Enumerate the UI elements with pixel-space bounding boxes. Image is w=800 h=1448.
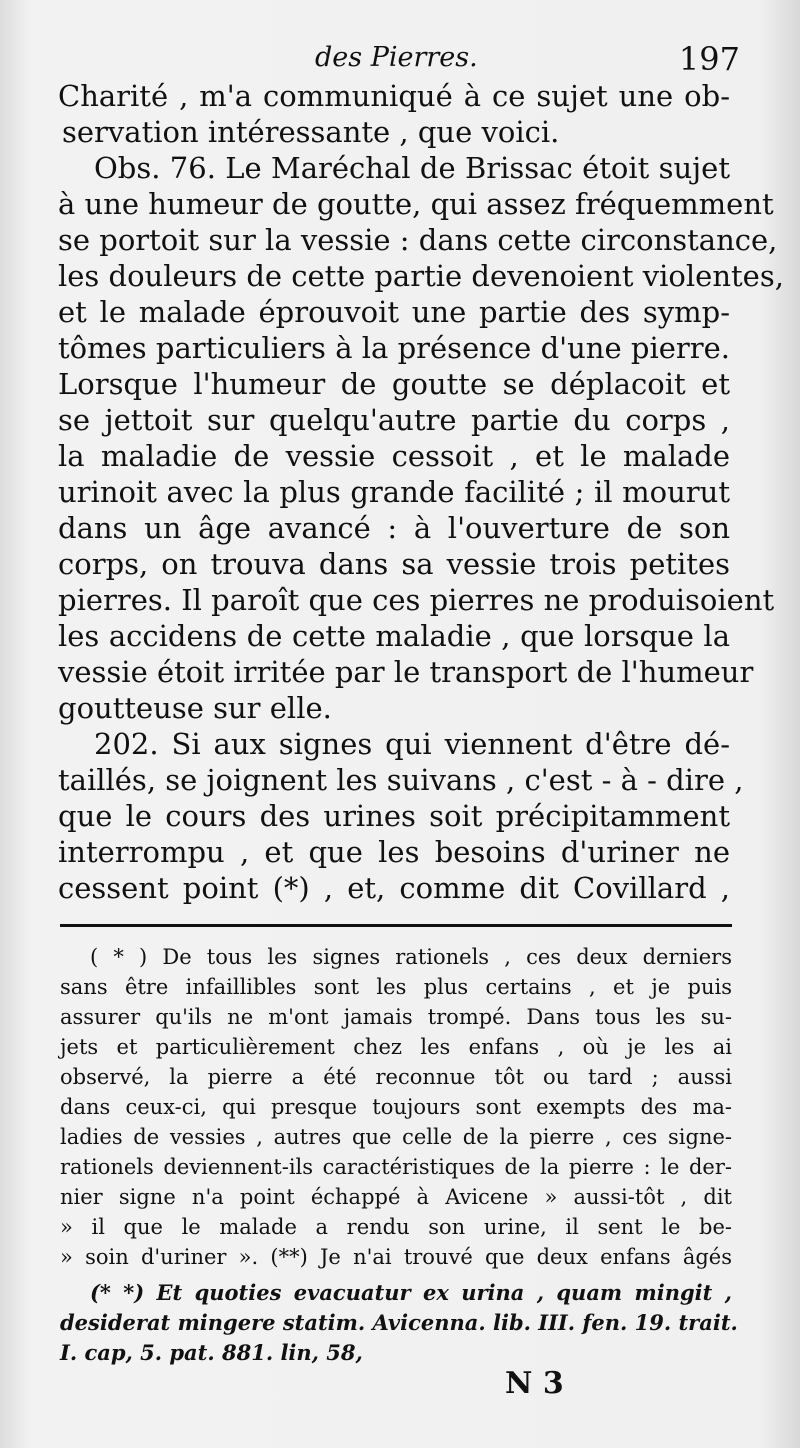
page-number: 197 — [678, 40, 740, 78]
body-line: pierres. Il paroît que ces pierres ne produisoient — [58, 583, 775, 617]
body-line: dans un âge avancé : à l'ouverture de son — [58, 511, 730, 545]
body-line: Obs. 76. Le Maréchal de Brissac étoit sujet — [94, 151, 730, 185]
footnote-line: rationels deviennent-ils caractéristiques de la pierre : le der- — [60, 1155, 732, 1179]
body-line: se jettoit sur quelqu'autre partie du corps , — [58, 403, 730, 437]
body-line: taillés, se joignent les suivans , c'est - à - dire , — [58, 763, 744, 797]
footnote-line: observé, la pierre a été reconnue tôt ou tard ; aussi — [60, 1065, 732, 1089]
citation-line: (* *) Et quoties evacuatur ex urina , quam mingit , — [90, 1280, 732, 1305]
footnote-line: dans ceux-ci, qui presque toujours sont exempts des ma- — [60, 1095, 732, 1119]
footnote-line: » soin d'uriner ». (**) Je n'ai trouvé que deux enfans âgés — [60, 1245, 732, 1269]
body-line: cessent point (*) , et, comme dit Covillard , — [58, 871, 730, 905]
body-line: que le cours des urines soit précipitamment — [58, 799, 730, 833]
citation-line: desiderat mingere statim. Avicenna. lib. III. fen. 19. trait. — [60, 1310, 738, 1335]
latin-citation — [60, 1278, 738, 1368]
body-line: interrompu , et que les besoins d'uriner ne — [58, 835, 730, 869]
body-line: à une humeur de goutte, qui assez fréquemment — [58, 187, 774, 221]
footnotes — [60, 942, 732, 1272]
body-line: Lorsque l'humeur de goutte se déplacoit et — [58, 367, 730, 401]
body-line: servation intéressante , que voici. — [62, 115, 560, 149]
body-text — [58, 78, 784, 906]
body-line: se portoit sur la vessie : dans cette circonstance, — [58, 223, 778, 257]
footnote-line: ( * ) De tous les signes rationels , ces deux derniers — [90, 945, 732, 969]
body-line: goutteuse sur elle. — [58, 691, 332, 725]
signature-mark: N 3 — [505, 1366, 564, 1401]
body-line: Charité , m'a communiqué à ce sujet une ob- — [58, 79, 730, 113]
footnote-line: nier signe n'a point échappé à Avicene » aussi-tôt , dit — [60, 1185, 732, 1209]
body-line: la maladie de vessie cessoit , et le malade — [58, 439, 730, 473]
body-line: les douleurs de cette partie devenoient violentes, — [58, 259, 784, 293]
footnote-line: » il que le malade a rendu son urine, il sent le be- — [60, 1215, 732, 1239]
footnote-line: ladies de vessies , autres que celle de la pierre , ces signe- — [60, 1125, 732, 1149]
page-header — [60, 32, 740, 82]
body-line: tômes particuliers à la présence d'une pierre. — [58, 331, 730, 365]
footnote-rule — [60, 924, 732, 927]
body-line: vessie étoit irritée par le transport de l'humeur — [58, 655, 754, 689]
body-line: corps, on trouva dans sa vessie trois petites — [58, 547, 730, 581]
footnote-line: assurer qu'ils ne m'ont jamais trompé. Dans tous les su- — [60, 1005, 732, 1029]
footnote-line: sans être infaillibles sont les plus certains , et je puis — [60, 975, 732, 999]
citation-line: I. cap, 5. pat. 881. lin, 58, — [60, 1340, 363, 1365]
body-line: 202. Si aux signes qui viennent d'être dé- — [94, 727, 730, 761]
body-line: urinoit avec la plus grande facilité ; il mourut — [58, 475, 730, 509]
body-line: les accidens de cette maladie , que lorsque la — [58, 619, 730, 653]
body-line: et le malade éprouvoit une partie des symp- — [58, 295, 730, 329]
footnote-line: jets et particulièrement chez les enfans , où je les ai — [60, 1035, 732, 1059]
running-title: des Pierres. — [315, 42, 478, 73]
